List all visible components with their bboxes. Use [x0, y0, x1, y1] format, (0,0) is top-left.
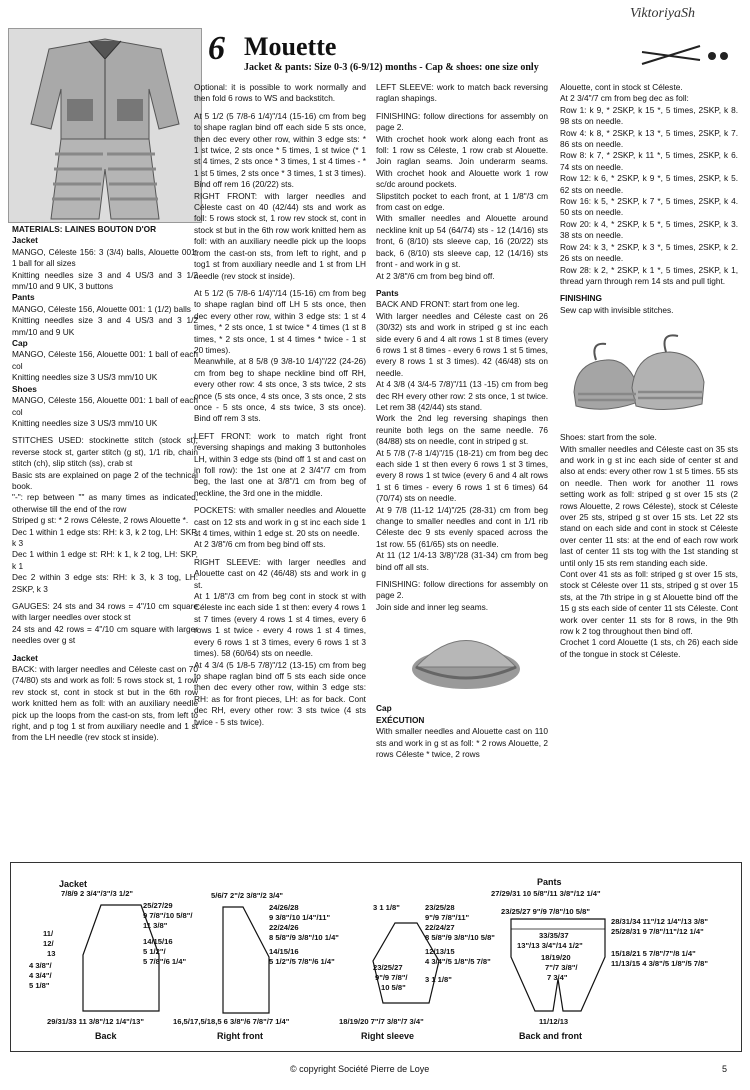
repeat-note: "-": rep between "" as many times as indicated, otherwise till the end of the row	[12, 492, 198, 514]
materials-shoes-yarn: MANGO, Céleste 156, Alouette 001: 1 ball of each col	[12, 395, 198, 417]
back-dim-height-b: 9 7/8"/10 5/8"/	[143, 911, 193, 920]
back-dim-left-a: 11/	[43, 929, 54, 938]
pants-column	[376, 82, 548, 766]
cap-row-4: Row 4: k 8, * 2SKP, k 13 *, 5 times, 2SKP, k 7. 86 sts on needle.	[560, 127, 738, 150]
gauge-stock-st: GAUGES: 24 sts and 34 rows = 4"/10 cm square with larger needles over stock st	[12, 601, 198, 623]
cap-photo	[406, 619, 526, 697]
back-dim-left-f: 5 1/8"	[29, 981, 50, 990]
front-dim-b: 9 3/8"/10 1/4"/11"	[269, 913, 331, 922]
right-sleeve-instructions: RIGHT SLEEVE: with larger needles and Alouette cast on 42 (46/48) sts and work in g st.	[194, 556, 366, 590]
copyright-footer: © copyright Société Pierre de Loye	[290, 1064, 430, 1074]
materials-column	[12, 224, 198, 750]
materials-pants-heading: Pants	[12, 292, 35, 303]
left-sleeve-instructions: LEFT SLEEVE: work to match back reversing raglan shapings.	[376, 82, 548, 104]
back-dim-lower-b: 5 1/2"/	[143, 947, 166, 956]
right-front-instructions: RIGHT FRONT: with larger needles and Céleste cast on 40 (42/44) sts and work as foll: 5 rows stock st, 1 row rev stock st, cont in stock st but in the 6th row work knitted hem as foll: with an auxiliary needle pick up the loops from the cast-on sts, from left to right, and p tog1 st from auxiliary needle and 1 st from LH needle (rev stock st inside).	[194, 190, 366, 281]
materials-shoes-needles: Knitting needles size 3 US/3 mm/10 UK	[12, 417, 158, 428]
pants-finishing: FINISHING: follow directions for assembly on page 2.	[376, 579, 548, 601]
cap-finishing-heading: FINISHING	[560, 293, 602, 304]
pants-back-front: BACK AND FRONT: start from one leg.	[376, 299, 520, 310]
page-number: 5	[722, 1064, 728, 1074]
pants-dim-waist: 27/29/31 10 5/8"/11 3/8"/12 1/4"	[491, 889, 601, 898]
jacket-heading: Jacket	[12, 652, 38, 663]
cap-continue: Alouette, cont in stock st Céleste.	[560, 82, 683, 92]
jacket-back-instructions: BACK: with larger needles and Céleste cast on 70 (74/80) sts and work as foll: 5 rows stock st, 1 row rev stock st, cont in stock st but in the 6th row work knitted hem as foll: with an auxiliary needle pick up the loops from the cast-on sts, from left to right, and p tog 1 st from auxiliary needle and 1 st from the LH needle (rev stock st inside).	[12, 664, 198, 743]
pants-dim-leg-a: 18/19/20	[541, 953, 571, 962]
cap-row-20: Row 20: k 4, * 2SKP, k 5 *, 5 times, 2SKP, k 3. 38 sts on needle.	[560, 218, 738, 241]
knitting-needles-icon	[640, 38, 730, 73]
striped-g-st: Striped g st: * 2 rows Céleste, 2 rows Alouette *.	[12, 515, 189, 526]
materials-shoes-heading: Shoes	[12, 383, 37, 394]
sleeve-dim-a: 23/25/28	[425, 903, 455, 912]
cap-row-12: Row 12: k 6, * 2SKP, k 9 *, 5 times, 2SKP, k 5. 62 sts on needle.	[560, 173, 738, 195]
back-dim-lower-a: 14/15/16	[143, 937, 173, 946]
dec-1-edge-3: Dec 1 within 1 edge sts: RH: k 3, k 2 tog, LH: SKP, k 3	[12, 526, 198, 548]
jacket-pants-illustration	[9, 29, 201, 222]
back-dim-top: 7/8/9 2 3/4"/3"/3 1/2"	[61, 889, 134, 898]
shoes-cast-on: With smaller needles and Céleste cast on 35 sts and work in g st inc each side of center st and also at ends: every other row 1 st 5 times. 55 sts on needle. Then work for another 11 rows setting work as foll: striped g st over 15 sts (2 rows Alouette, 2 rows Céleste), stock st Céleste over 25 sts, striped g st over 15 sts. Let 22 sts stand on each side and cont in stock st Céleste over center 11 sts: at the end of each row work last of center 11 sts tog with the 1st standing st until only 15 sts rem standing each side.	[560, 443, 739, 568]
materials-cap-needles: Knitting needles size 3 US/3 mm/10 UK	[12, 372, 158, 383]
front-dim-f: 5 1/2"/5 7/8"/6 1/4"	[269, 957, 335, 966]
right-sleeve-inc: At 1 1/8"/3 cm from beg cont in stock st with Céleste inc each side 1 st then: every 4 rows 1 st 7 times (every 4 rows 1 st 4 times, every 6 rows 1 st twice - every 4 rows 1 st 4 times, every 6 rows 1 st 3 times, every 6 rows 1 st 3 times). 58 (60/64) sts on needle.	[194, 591, 366, 659]
materials-pants-needles: Knitting needles size 3 and 4 US/3 and 3 1/2 mm/10 and 9 UK	[12, 315, 198, 337]
back-raglan: At 5 1/2 (5 7/8-6 1/4)"/14 (15-16) cm from beg to shape raglan bind off each side 5 sts once, then dec every other row, within 3 edge sts: * 1 st twice, 2 sts once * 5 times, 1 st twice (* 1 st 4 times, 2 sts once * 3 times, 1 st 4 times - * 1 st 5 times, 2 sts once * 3 times, 1 st 3 times). Bind off rem 16 (20/22) sts.	[194, 110, 366, 190]
right-front-schematic	[221, 905, 271, 1015]
hem-optional: Optional: it is possible to work normally and then fold 6 rows to WS and backstitch.	[194, 82, 366, 104]
right-sleeve-raglan: At 4 3/4 (5 1/8-5 7/8)"/12 (13-15) cm from beg to shape raglan bind off 5 sts each side once then dec every other row, within 3 edge sts: RH: as for front pieces, LH: as for back. Cont dec RH, every other row: 3 sts twice (4 sts twice - 5 sts twice).	[194, 659, 366, 727]
right-front-neckline: Meanwhile, at 8 5/8 (9 3/8-10 1/4)"/22 (24-26) cm from beg to shape neckline bind off RH, every other row: 4 sts once, 3 sts twice, 2 sts once (5 sts once, 4 sts once, 3 sts once, 2 sts once - 5 sts once, 4 sts twice, 3 sts once). Bind off rem 3 sts.	[194, 356, 366, 424]
sleeve-dim-top: 3 1 1/8"	[373, 903, 400, 912]
cap-row-24: Row 24: k 3, * 2SKP, k 3 *, 5 times, 2SKP, k 2. 26 sts on needle.	[560, 241, 738, 264]
jacket-finishing: FINISHING: follow directions for assembly on page 2.	[376, 110, 548, 133]
pants-label: Back and front	[519, 1031, 583, 1041]
dec-2-edge-3: Dec 2 within 3 edge sts: RH: k 3, k 3 tog, LH: 2SKP, k 3	[12, 572, 198, 594]
jacket-diagram-title: Jacket	[59, 879, 88, 889]
pants-dim-height-b: 25/28/31 9 7/8"/11"/12 1/4"	[611, 927, 704, 936]
pockets-instructions: POCKETS: with smaller needles and Alouette cast on 12 sts and work in g st inc each side 1 st 4 times, within 1 edge st. 20 sts on needle.	[194, 505, 366, 539]
pattern-subtitle: Jacket & pants: Size 0-3 (6-9/12) months - Cap & shoes: one size only	[244, 62, 539, 73]
sleeve-dim-b: 9"/9 7/8"/11"	[425, 913, 470, 922]
sleeve-dim-d: 8 5/8"/9 3/8"/10 5/8"	[425, 933, 495, 942]
pants-dim-cuff: 11/12/13	[539, 1017, 569, 1026]
pants-rib: At 9 7/8 (11-12 1/4)"/25 (28-31) cm from beg change to smaller needles and cont in 1/1 rib Céleste dec 9 sts evenly spaced across the 1st row. 55 (61/65) sts on needle.	[376, 504, 548, 549]
back-dim-left-c: 13	[47, 949, 56, 958]
pants-dim-inseam-a: 15/18/21 5 7/8"/7"/8 1/4"	[611, 949, 696, 958]
pants-heading: Pants	[376, 287, 399, 298]
materials-pants-yarn: MANGO, Céleste 156, Alouette 001: 1 (1/2) balls	[12, 303, 191, 314]
jacket-pants-photo	[8, 28, 202, 223]
dec-1-edge-1: Dec 1 within 1 edge st: RH: k 1, k 2 tog, LH: SKP, k 1	[12, 549, 198, 571]
back-dim-left-e: 4 3/4"/	[29, 971, 52, 980]
cap-finishing: Sew cap with invisible stitches.	[560, 304, 674, 315]
stitches-used: STITCHES USED: stockinette stitch (stock st), reverse stock st, garter stitch (g st), 1/1 rib, chain stitch (ch), slip stitch (ss), crab st	[12, 435, 198, 469]
materials-jacket-heading: Jacket	[12, 235, 38, 246]
pants-bind-off: At 11 (12 1/4-13 3/8)"/28 (31-34) cm from beg bind off all sts.	[376, 550, 548, 572]
right-front-raglan: At 5 1/2 (5 7/8-6 1/4)"/14 (15-16) cm from beg to shape raglan bind off LH 5 sts once, then dec every other row, within 3 edge sts: 1 st 4 times, * 2 sts once, 1 st twice * 4 times (1 st 8 times, * 2 sts once, 1 st 4 times * twice - 1 st 20 times).	[194, 287, 366, 355]
pants-dim-hip-b: 13"/13 3/4"/14 1/2"	[517, 941, 583, 950]
front-dim-d: 8 5/8"/9 3/8"/10 1/4"	[269, 933, 339, 942]
cap-row-8: Row 8: k 7, * 2SKP, k 11 *, 5 times, 2SKP, k 6. 74 sts on needle.	[560, 150, 738, 172]
right-sleeve-label: Right sleeve	[361, 1031, 415, 1041]
back-dim-lower-c: 5 7/8"/6 1/4"	[143, 957, 187, 966]
pants-dim-height-a: 28/31/34 11"/12 1/4"/13 3/8"	[611, 917, 708, 926]
cap-row-1: Row 1: k 9, * 2SKP, k 15 *, 5 times, 2SKP, k 8. 98 sts on needle.	[560, 104, 738, 127]
shoes-cord: Crochet 1 cord Alouette (1 sts, ch 26) each side of the tongue in stock st Céleste.	[560, 637, 738, 659]
pants-dim-leg-b: 7"/7 3/8"/	[545, 963, 578, 972]
schematic-diagrams	[10, 862, 742, 1052]
cap-heading: Cap	[376, 703, 392, 714]
pants-leg-dec: At 4 3/8 (4 3/4-5 7/8)"/11 (13 -15) cm from beg dec RH every other row: 2 sts once, 1 st twice. Let rem 38 (42/44) sts stand.	[376, 379, 548, 412]
pants-diagram-title: Pants	[537, 877, 562, 887]
back-label: Back	[95, 1031, 117, 1041]
materials-heading: MATERIALS: LAINES BOUTON D'OR	[12, 224, 157, 234]
front-dim-a: 24/26/28	[269, 903, 299, 912]
pants-dim-inseam-b: 11/13/15 4 3/8"/5 1/8"/5 7/8"	[611, 959, 708, 968]
watermark-signature: ViktoriyaSh	[630, 6, 696, 21]
cap-execution-heading: EXÉCUTION	[376, 714, 425, 725]
cap-row-28: Row 28: k 2, * 2SKP, k 1 *, 5 times, 2SKP, k 1, thread yarn through rem 14 sts and pull tight.	[560, 264, 738, 286]
pants-dim-hip-a: 33/35/37	[539, 931, 569, 940]
front-dim-top: 5/6/7 2"/2 3/8"/2 3/4"	[211, 891, 284, 900]
sleeve-dim-inner-a: 23/25/27	[373, 963, 403, 972]
back-dim-left-b: 12/	[43, 939, 54, 948]
sleeve-dim-f: 4 3/4"/5 1/8"/5 7/8"	[425, 957, 491, 966]
sleeve-dim-c: 22/24/27	[425, 923, 455, 932]
pocket-sewing: Slipstitch pocket to each front, at 1 1/8"/3 cm from cast on edge.	[376, 190, 548, 213]
pockets-bind-off: At 2 3/8"/6 cm from beg bind off sts.	[194, 539, 326, 550]
back-dim-height-c: 11 3/8"	[143, 921, 168, 930]
sleeve-dim-inner-c: 10 5/8"	[381, 983, 406, 992]
pants-leg-cast-on: With larger needles and Céleste cast on 26 (30/32) sts and work in striped g st inc each side every 6 and 4 alt rows 1 st 8 times (every 6 rows 1 st 8 times - every 6 rows 1 st 5 times, every 8 rows 1 st 3 times). 42 (46/48) sts on needle.	[376, 310, 548, 378]
shoes-photo	[566, 322, 712, 426]
stitches-note: Basic sts are explained on page 2 of the technical book.	[12, 469, 198, 491]
cap-cast-on: With smaller needles and Alouette cast on 110 sts and work in g st as foll: * 2 rows Alouette, 2 rows Céleste * twice, 2 rows	[376, 726, 548, 759]
neckline-pickup: With smaller needles and Alouette around neckline knit up 54 (64/74) sts - 12 (14/16) sts front, 6 (8/10) sts sleeve cap, 16 (20/22) sts back, 6 (8/10) sts sleeve cap, 12 (14/16) sts front - and work in g st.	[376, 213, 548, 270]
pants-reunite: Work the 2nd leg reversing shapings then reunite both legs on the same needle. 76 (84/88) sts on needle, cont in striped g st.	[376, 413, 548, 447]
front-dim-c: 22/24/26	[269, 923, 299, 932]
pants-seams: Join side and inner leg seams.	[376, 601, 489, 612]
pattern-number: 6	[208, 30, 225, 67]
front-dim-bottom: 16,5/17,5/18,5 6 3/8"/6 7/8"/7 1/4"	[173, 1017, 290, 1026]
back-dim-height-a: 25/27/29	[143, 901, 173, 910]
back-dim-left-d: 4 3/8"/	[29, 961, 52, 970]
sleeve-dim-e: 12/13/15	[425, 947, 455, 956]
materials-cap-heading: Cap	[12, 338, 28, 349]
shoes-continue: Cont over 41 sts as foll: striped g st over 15 sts, stock st Céleste over 11 sts, striped g st over 15 sts, at the 7th stripe in g st Alouette bind off the 15 g sts each side of center 11 sts Céleste. Cont work over center 11 sts for 8 rows, in the 9th row k 2 tog throughout then bind off.	[560, 569, 738, 637]
sleeve-dim-cuff: 3 1 1/8"	[425, 975, 452, 984]
sleeve-dim-bottom: 18/19/20 7"/7 3/8"/7 3/4"	[339, 1017, 424, 1026]
shoes-start: Shoes: start from the sole.	[560, 432, 657, 443]
materials-jacket-needles: Knitting needles size 3 and 4 US/3 and 3 1/2 mm/10 and 9 UK, 3 buttons	[12, 269, 198, 292]
sleeve-dim-inner-b: 9"/9 7/8"/	[375, 973, 408, 982]
cap-row-16: Row 16: k 5, * 2SKP, k 7 *, 5 times, 2SKP, k 4. 50 sts on needle.	[560, 196, 738, 218]
back-dim-bottom: 29/31/33 11 3/8"/12 1/4"/13"	[47, 1017, 144, 1026]
jacket-column	[194, 82, 366, 734]
materials-jacket-yarn: MANGO, Céleste 156: 3 (3/4) balls, Alouette 001: 1 ball for all sizes	[12, 246, 198, 269]
front-dim-e: 14/15/16	[269, 947, 299, 956]
left-front-instructions: LEFT FRONT: work to match right front reversing shapings and making 3 buttonholes LH, within 3 edge sts (bind off 1 st and cast on in foll row): the 1st one at 2 3/4"/7 cm from beg, the last one at 3/8"/1 cm from beg of neckline, the 3rd one in the middle.	[194, 430, 366, 498]
crochet-edging: With crochet hook work along each front as foll: 1 row ss Céleste, 1 row crab st Alouette. Join raglan seams. Join underarm seams. With crochet hook and Alouette work 1 row sc/dc around pockets.	[376, 133, 548, 190]
gauge-g-st: 24 sts and 42 rows = 4"/10 cm square with larger needles over g st	[12, 623, 198, 646]
cap-dec-start: At 2 3/4"/7 cm from beg dec as foll:	[560, 93, 689, 104]
pattern-title: Mouette	[244, 32, 337, 61]
pants-dim-leg-c: 7 3/4"	[547, 973, 568, 982]
neckline-bind-off: At 2 3/8"/6 cm from beg bind off.	[376, 270, 495, 281]
pants-side-dec: At 5 7/8 (7-8 1/4)"/15 (18-21) cm from beg dec each side 1 st then every 6 rows 1 st 3 times, every 8 rows 1 st twice (every 6 and 4 alt rows 1 st 6 times - every 6 rows 1 st 6 times) 64 (70/74) sts on needle.	[376, 447, 548, 504]
right-front-label: Right front	[217, 1031, 263, 1041]
pants-dim-rib: 23/25/27 9"/9 7/8"/10 5/8"	[501, 907, 590, 916]
cap-shoes-column	[560, 82, 738, 666]
materials-cap-yarn: MANGO, Céleste 156, Alouette 001: 1 ball of each col	[12, 349, 198, 371]
